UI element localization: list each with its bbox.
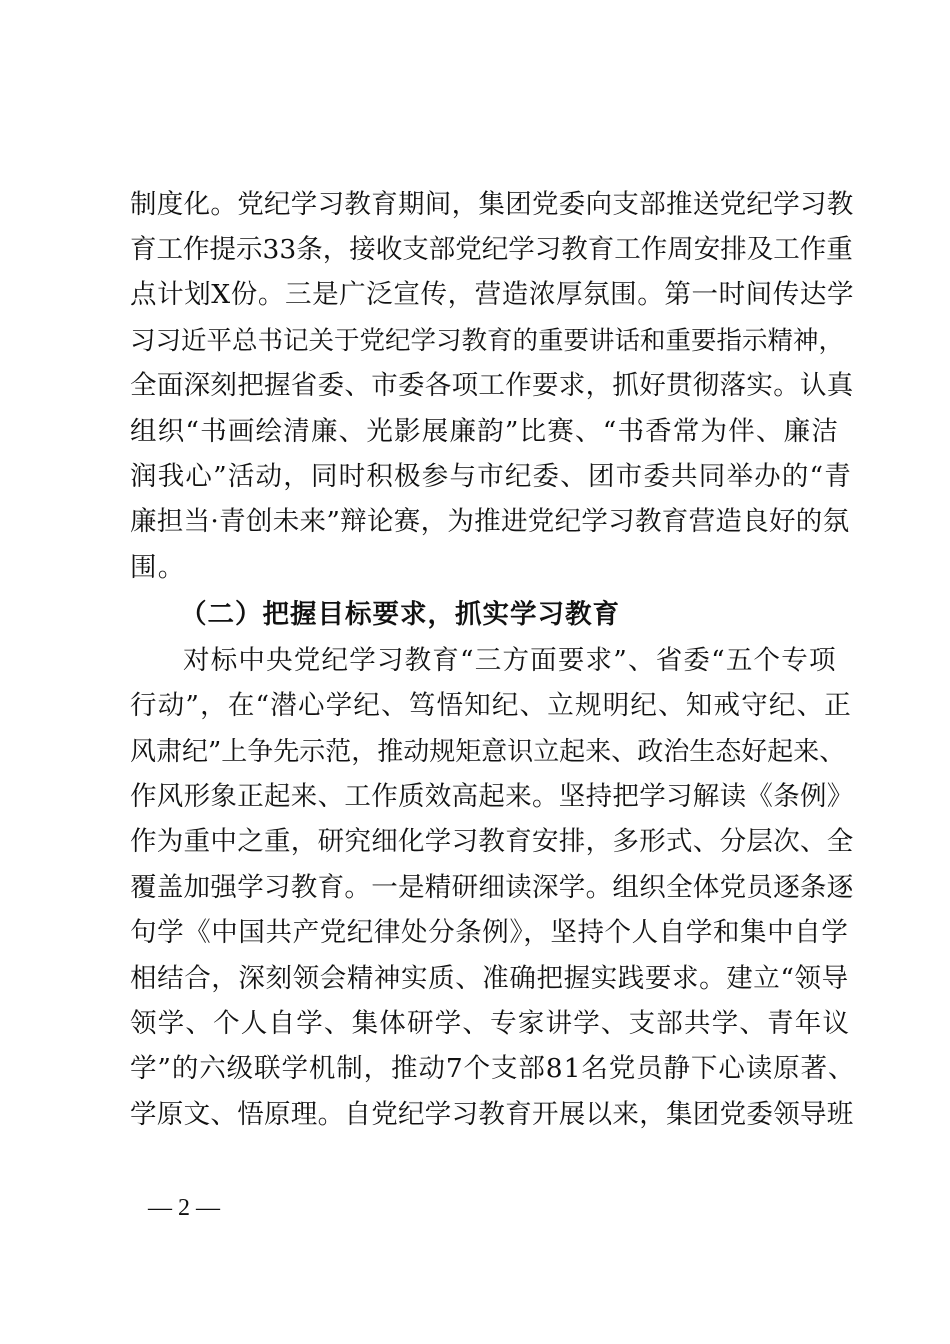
page-number: — 2 — — [148, 1195, 220, 1221]
text-line: 廉担当·青创未来”辩论赛，为推进党纪学习教育营造良好的氛 — [130, 506, 850, 537]
text-line: 作为重中之重，研究细化学习教育安排，多形式、分层次、全 — [130, 826, 854, 857]
text-line: 相结合，深刻领会精神实质、准确把握实践要求。建立“领导 — [130, 963, 849, 994]
text-line: 润我心”活动，同时积极参与市纪委、团市委共同举办的“青 — [130, 461, 852, 492]
text-line: 风肃纪”上争先示范，推动规矩意识立起来、政治生态好起来、 — [130, 737, 846, 767]
text-line: 学原文、悟原理。自党纪学习教育开展以来，集团党委领导班 — [130, 1099, 854, 1130]
text-line: 组织“书画绘清廉、光影展廉韵”比赛、“书香常为伴、廉洁 — [130, 416, 840, 447]
text-line: 点计划X份。三是广泛宣传，营造浓厚氛围。第一时间传达学 — [130, 279, 855, 310]
text-line: 制度化。党纪学习教育期间，集团党委向支部推送党纪学习教 — [130, 189, 854, 220]
text-line: 行动”，在“潜心学纪、笃悟知纪、立规明纪、知戒守纪、正 — [130, 690, 852, 721]
text-line: 育工作提示33条，接收支部党纪学习教育工作周安排及工作重 — [130, 234, 853, 265]
text-line: 作风形象正起来、工作质效高起来。坚持把学习解读《条例》 — [130, 781, 854, 812]
text-line: 对标中央党纪学习教育“三方面要求”、省委“五个专项 — [183, 645, 837, 676]
text-line: 覆盖加强学习教育。一是精研细读深学。组织全体党员逐条逐 — [130, 872, 854, 903]
text-line: 句学《中国共产党纪律处分条例》，坚持个人自学和集中自学 — [130, 917, 849, 948]
text-line: 全面深刻把握省委、市委各项工作要求，抓好贯彻落实。认真 — [130, 370, 854, 401]
text-line: 围。 — [130, 552, 186, 583]
text-line: 习习近平总书记关于党纪学习教育的重要讲话和重要指示精神， — [130, 326, 845, 356]
text-line: 学”的六级联学机制，推动7个支部81名党员静下心读原著、 — [130, 1053, 856, 1084]
text-line: 领学、个人自学、集体研学、专家讲学、支部共学、青年议 — [130, 1008, 851, 1039]
section-heading: （二）把握目标要求，抓实学习教育 — [180, 599, 620, 630]
